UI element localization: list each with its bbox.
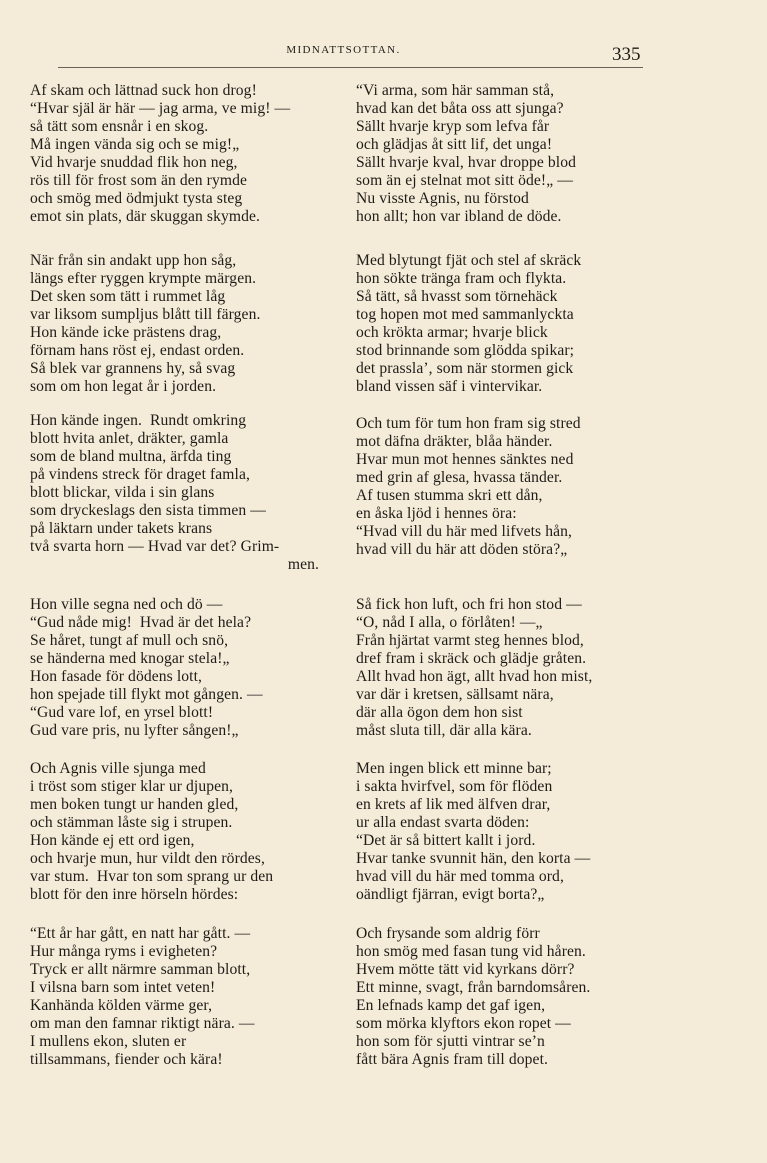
poem-line: en åska ljöd i hennes öra: — [356, 505, 517, 522]
poem-line: och stämman låste sig i strupen. — [30, 814, 233, 831]
running-title: MIDNATTSOTTAN. — [286, 44, 401, 56]
poem-line: Det sken som tätt i rummet låg — [30, 288, 226, 305]
poem-line: Hon kände icke prästens drag, — [30, 324, 222, 341]
poem-line: Sällt hvarje kval, hvar droppe blod — [356, 154, 577, 171]
poem-line: hvad vill du här med tomma ord, — [356, 868, 564, 885]
poem-line: Sällt hvarje kryp som lefva får — [356, 118, 550, 135]
poem-line: måst sluta till, där alla kära. — [356, 722, 532, 739]
stanza — [30, 760, 360, 904]
poem-line: Se håret, tungt af mull och snö, — [30, 632, 229, 649]
poem-line: Men ingen blick ett minne bar; — [356, 760, 552, 777]
poem-line: “Gud vare lof, en yrsel blott! — [30, 704, 214, 721]
poem-line: tillsammans, fiender och kära! — [30, 1051, 223, 1068]
stanza — [30, 82, 360, 226]
poem-line: Hon ville segna ned och dö — — [30, 596, 223, 613]
poem-line: i sakta hvirfvel, som för flöden — [356, 778, 553, 795]
poem-line: Så blek var grannens hy, så svag — [30, 360, 236, 377]
poem-line: hon smög med fasan tung vid håren. — [356, 943, 586, 960]
poem-line: Må ingen vända sig och se mig!„ — [30, 136, 240, 153]
poem-line: fått bära Agnis fram till dopet. — [356, 1051, 549, 1068]
poem-line: emot sin plats, där skuggan skymde. — [30, 208, 261, 225]
poem-line: Och tum för tum hon fram sig stred — [356, 415, 581, 432]
poem-line: “Hvar själ är här — jag arma, ve mig! — — [30, 100, 291, 117]
stanza — [356, 415, 686, 559]
poem-line: “Det är så bittert kallt i jord. — [356, 832, 536, 849]
poem-line: och glädjas åt sitt lif, det unga! — [356, 136, 553, 153]
poem-line: dref fram i skräck och glädje gråten. — [356, 650, 587, 667]
poem-line: hvad vill du här att döden störa?„ — [356, 541, 568, 558]
page-number: 335 — [612, 44, 641, 65]
poem-line: så tätt som ensnår i en skog. — [30, 118, 209, 135]
poem-line: som dryckeslags den sista timmen — — [30, 502, 266, 519]
stanza — [356, 82, 686, 226]
stanza — [356, 760, 686, 904]
poem-line: Hon fasade för dödens lott, — [30, 668, 203, 685]
poem-line: var stum. Hvar ton som sprang ur den — [30, 868, 274, 885]
poem-line: med grin af glesa, hvassa tänder. — [356, 469, 563, 486]
poem-line: Så tätt, så hvasst som törnehäck — [356, 288, 558, 305]
poem-line: var där i kretsen, sällsamt nära, — [356, 686, 554, 703]
poem-line: blott blickar, vilda i sin glans — [30, 484, 215, 501]
poem-line: “Vi arma, som här samman stå, — [356, 82, 555, 99]
poem-line: “Hvad vill du här med lifvets hån, — [356, 523, 573, 540]
poem-line: rös till för frost som än den rymde — [30, 172, 248, 189]
poem-line: Hon kände ingen. Rundt omkring — [30, 412, 247, 429]
poem-line: men boken tungt ur handen gled, — [30, 796, 239, 813]
poem-line: Från hjärtat varmt steg hennes blod, — [356, 632, 584, 649]
poem-line: som om hon legat år i jorden. — [30, 378, 217, 395]
poem-line: mot däfna dräkter, blåa händer. — [356, 433, 553, 450]
header-rule — [58, 67, 643, 68]
stanza — [356, 925, 686, 1069]
poem-line: det prassla’, som när stormen gick — [356, 360, 574, 377]
poem-line: En lefnads kamp det gaf igen, — [356, 997, 546, 1014]
poem-line: Och frysande som aldrig förr — [356, 925, 540, 942]
poem-line: på vindens streck för draget famla, — [30, 466, 250, 483]
poem-line: Hon kände ej ett ord igen, — [30, 832, 195, 849]
poem-line: oändligt fjärran, evigt borta?„ — [356, 886, 545, 903]
poem-line: blott hvita anlet, dräkter, gamla — [30, 430, 229, 447]
running-header — [30, 40, 657, 64]
poem-line: och krökta armar; hvarje blick — [356, 324, 548, 341]
poem-line: Allt hvad hon ägt, allt hvad hon mist, — [356, 668, 593, 685]
poem-line: där alla ögon dem hon sist — [356, 704, 523, 721]
stanza — [30, 925, 360, 1069]
poem-line: Gud vare pris, nu lyfter sången!„ — [30, 722, 239, 739]
poem-line: stod brinnande som glödda spikar; — [356, 342, 575, 359]
poem-line: se händerna med knogar stela!„ — [30, 650, 230, 667]
poem-line: hon som för sjutti vintrar se’n — [356, 1033, 545, 1050]
poem-line: blott för den inre hörseln hördes: — [30, 886, 239, 903]
poem-line: “Ett år har gått, en natt har gått. — — [30, 925, 251, 942]
poem-line: förnam hans röst ej, endast orden. — [30, 342, 245, 359]
stanza — [30, 596, 360, 740]
poem-line: längs efter ryggen krympte märgen. — [30, 270, 257, 287]
poem-line: hon sökte tränga fram och flykta. — [356, 270, 567, 287]
poem-line: Vid hvarje snuddad flik hon neg, — [30, 154, 238, 171]
poem-line: “Gud nåde mig! Hvad är det hela? — [30, 614, 252, 631]
poem-line: Så fick hon luft, och fri hon stod — — [356, 596, 582, 613]
stanza — [356, 596, 686, 740]
poem-line: en krets af lik med älfven drar, — [356, 796, 551, 813]
poem-line: Ett minne, svagt, från barndomsåren. — [356, 979, 591, 996]
poem-line: bland vissen säf i vintervikar. — [356, 378, 543, 395]
poem-line: som än ej stelnat mot sitt öde!„ — — [356, 172, 573, 189]
poem-line: två svarta horn — Hvad var det? Grim- — [30, 538, 280, 555]
poem-line: Hvar tanke svunnit hän, den korta — — [356, 850, 591, 867]
poem-line: som de bland multna, ärfda ting — [30, 448, 232, 465]
poem-line: I vilsna barn som intet veten! — [30, 979, 216, 996]
poem-line: hon spejade till flykt mot gången. — — [30, 686, 263, 703]
poem-line: Tryck er allt närmre samman blott, — [30, 961, 251, 978]
poem-line: Med blytungt fjät och stel af skräck — [356, 252, 582, 269]
stanza — [30, 412, 360, 574]
poem-line: Af tusen stumma skri ett dån, — [356, 487, 543, 504]
poem-line: och hvarje mun, hur vildt den rördes, — [30, 850, 265, 867]
poem-line: ur alla endast svarta döden: — [356, 814, 530, 831]
poem-line: och smög med ödmjukt tysta steg — [30, 190, 243, 207]
poem-line: hvad kan det båta oss att sjunga? — [356, 100, 564, 117]
stanza — [30, 252, 360, 396]
stanza — [356, 252, 686, 396]
poem-line: som mörka klyftors ekon ropet — — [356, 1015, 571, 1032]
poem-line: Och Agnis ville sjunga med — [30, 760, 206, 777]
poem-line: tog hopen mot med sammanlyckta — [356, 306, 574, 323]
poem-line: Hur många ryms i evigheten? — [30, 943, 218, 960]
poem-line: Hvem mötte tätt vid kyrkans dörr? — [356, 961, 575, 978]
poem-line: När från sin andakt upp hon såg, — [30, 252, 237, 269]
poem-line: I mullens ekon, sluten er — [30, 1033, 187, 1050]
poem-line: om man den famnar riktigt nära. — — [30, 1015, 255, 1032]
poem-line: hon allt; hon var ibland de döde. — [356, 208, 562, 225]
poem-line: Nu visste Agnis, nu förstod — [356, 190, 529, 207]
poem-line: var liksom sumpljus blått till färgen. — [30, 306, 261, 323]
poem-line: på läktarn under takets krans — [30, 520, 213, 537]
poem-line: men. — [287, 556, 319, 573]
poem-line: Kanhända kölden värme ger, — [30, 997, 213, 1014]
poem-line: “O, nåd I alla, o förlåten! —„ — [356, 614, 543, 631]
poem-line: i tröst som stiger klar ur djupen, — [30, 778, 234, 795]
poem-line: Hvar mun mot hennes sänktes ned — [356, 451, 574, 468]
poem-line: Af skam och lättnad suck hon drog! — [30, 82, 257, 99]
